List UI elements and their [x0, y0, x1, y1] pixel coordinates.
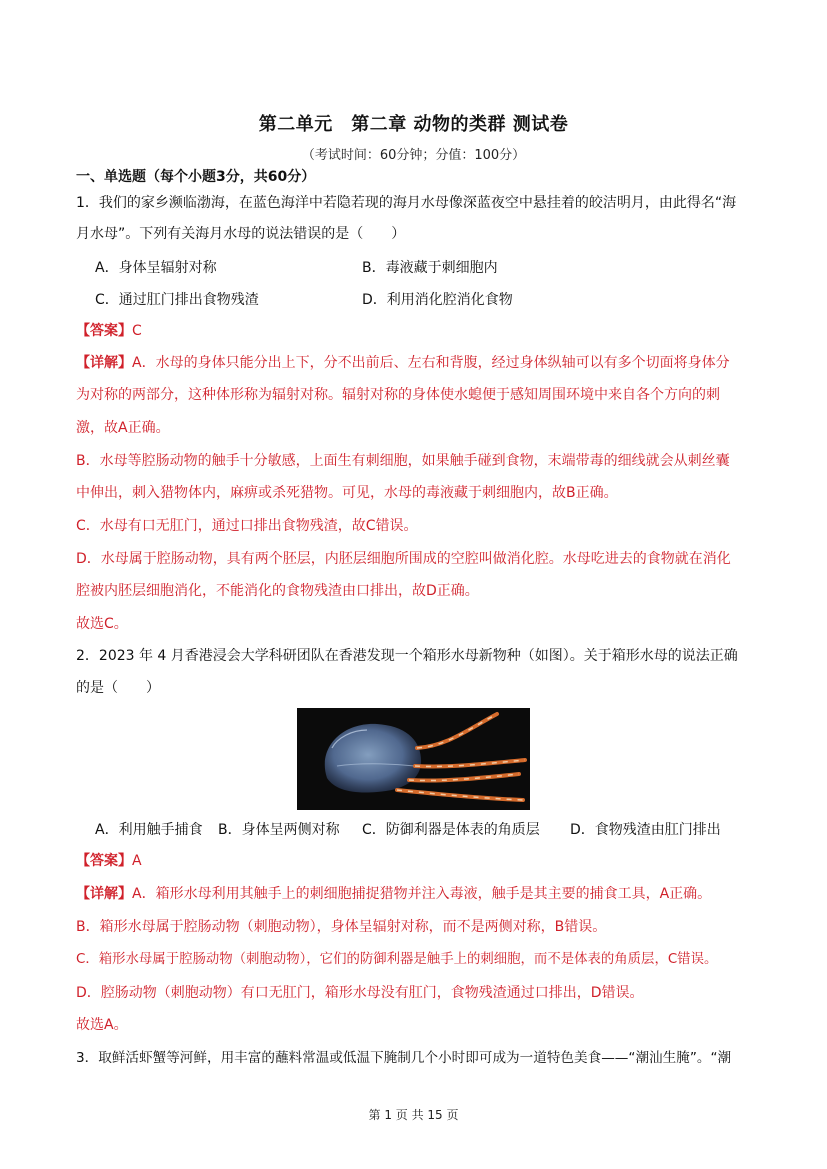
page-footer: 第 1 页 共 15 页 [368, 1108, 459, 1122]
answer-value: A [132, 853, 142, 869]
q2-option-a: A．利用触手捕食 [95, 822, 203, 838]
q2-detail-line3: C．箱形水母属于腔肠动物（刺胞动物），它们的防御利器是触手上的刺细胞，而不是体表的角质层，C错误。 [76, 952, 718, 967]
q1-stem-line1: 1．我们的家乡濒临渤海，在蓝色海洋中若隐若现的海月水母像深蓝夜空中悬挂着的皎洁明月，由此得名“海 [76, 195, 737, 211]
answer-value: C [132, 323, 142, 339]
page-title: 第二单元 第二章 动物的类群 测试卷 [258, 114, 569, 135]
q1-answer [76, 321, 757, 341]
q2-stem-line2: 的是（ ） [76, 680, 160, 696]
q1-detail-line5: 中伸出，刺入猎物体内，麻痹或杀死猎物。可见，水母的毒液藏于刺细胞内，故B正确。 [76, 485, 618, 501]
q1-detail-line8: 腔被内胚层细胞消化，不能消化的食物残渣由口排出，故D正确。 [76, 583, 479, 599]
q2-detail-line4: D．腔肠动物（刺胞动物）有口无肛门，箱形水母没有肛门，食物残渣通过口排出，D错误。 [76, 985, 644, 1001]
q2-option-d: D．食物残渣由肛门排出 [570, 822, 721, 838]
answer-tag: 【答案】 [76, 853, 132, 869]
q2-stem-line1: 2．2023 年 4 月香港浸会大学科研团队在香港发现一个箱形水母新物种（如图）。关于箱形水母的说法正确 [76, 648, 738, 664]
q1-detail-line7: D．水母属于腔肠动物，具有两个胚层，内胚层细胞所围成的空腔叫做消化腔。水母吃进去的食物就在消化 [76, 551, 731, 567]
q1-stem-line2: 月水母”。下列有关海月水母的说法错误的是（ ） [76, 226, 406, 242]
box-jellyfish-image [297, 708, 530, 810]
detail-tag: 【详解】 [76, 355, 132, 371]
q1-option-b: B．毒液藏于刺细胞内 [362, 260, 498, 276]
q1-option-a: A．身体呈辐射对称 [95, 260, 217, 276]
section-heading: 一、单选题（每个小题3分，共60分） [76, 169, 316, 185]
q1-detail-line1: 【详解】A．水母的身体只能分出上下，分不出前后、左右和背腹，经过身体纵轴可以有多个切面将身体分 [76, 355, 730, 371]
q2-detail-line2: B．箱形水母属于腔肠动物（刺胞动物），身体呈辐射对称，而不是两侧对称，B错误。 [76, 919, 607, 935]
answer-tag: 【答案】 [76, 323, 132, 339]
q2-conclusion: 故选A。 [76, 1017, 128, 1033]
q1-option-c: C．通过肛门排出食物残渣 [95, 292, 259, 308]
q1-detail-line4: B．水母等腔肠动物的触手十分敏感，上面生有刺细胞，如果触手碰到食物，末端带毒的细线就会从刺丝囊 [76, 453, 730, 469]
q1-detail-line2: 为对称的两部分，这种体形称为辐射对称。辐射对称的身体使水螅便于感知周围环境中来自各个方向的刺 [76, 387, 720, 403]
q1-detail-line6: C．水母有口无肛门，通过口排出食物残渣，故C错误。 [76, 518, 418, 534]
q2-answer [76, 851, 757, 871]
q1-conclusion: 故选C。 [76, 616, 128, 632]
q3-stem-line1: 3．取鲜活虾蟹等河鲜，用丰富的蘸料常温或低温下腌制几个小时即可成为一道特色美食——“潮汕生腌”。“潮 [76, 1050, 732, 1066]
exam-info: （考试时间：60分钟；分值：100分） [301, 148, 526, 163]
q2-detail-line1: 【详解】A．箱形水母利用其触手上的刺细胞捕捉猎物并注入毒液，触手是其主要的捕食工具，A正确。 [76, 886, 712, 902]
q2-option-c: C．防御利器是体表的角质层 [362, 822, 540, 838]
q1-option-d: D．利用消化腔消化食物 [362, 292, 513, 308]
q1-detail-line3: 激，故A正确。 [76, 420, 170, 436]
q2-option-b: B．身体呈两侧对称 [218, 822, 340, 838]
detail-tag: 【详解】 [76, 886, 132, 902]
